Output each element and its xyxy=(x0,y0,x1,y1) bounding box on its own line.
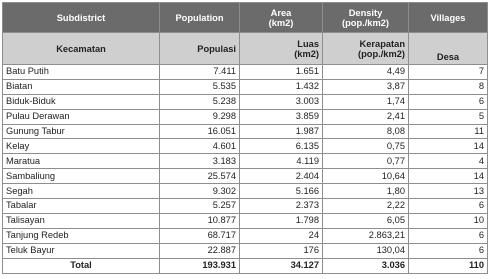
density-value: 4,49 xyxy=(323,65,409,80)
subdistrict-name: Tabalar xyxy=(3,199,160,214)
villages-value: 4 xyxy=(409,154,488,169)
english-header-row xyxy=(3,3,488,33)
area-value: 1.987 xyxy=(240,124,323,139)
area-value: 3.003 xyxy=(240,94,323,109)
header-desa: Desa xyxy=(409,33,488,65)
villages-value: 14 xyxy=(409,169,488,184)
subdistrict-name: Gunung Tabur xyxy=(3,124,160,139)
density-value: 1,80 xyxy=(323,184,409,199)
total-area: 34.127 xyxy=(240,258,323,273)
table-row xyxy=(3,184,488,199)
villages-value: 11 xyxy=(409,124,488,139)
population-value: 9.302 xyxy=(160,184,240,199)
villages-value: 6 xyxy=(409,228,488,243)
subdistrict-name: Talisayan xyxy=(3,213,160,228)
header-subdistrict: Subdistrict xyxy=(3,3,160,33)
density-value: 8,08 xyxy=(323,124,409,139)
header-luas: Luas (km2) xyxy=(240,33,323,65)
villages-value: 5 xyxy=(409,109,488,124)
header-population: Population xyxy=(160,3,240,33)
density-value: 130,04 xyxy=(323,243,409,258)
population-value: 3.183 xyxy=(160,154,240,169)
subdistrict-table xyxy=(2,2,488,274)
density-value: 6,05 xyxy=(323,213,409,228)
table-row xyxy=(3,228,488,243)
density-value: 1,74 xyxy=(323,94,409,109)
subdistrict-name: Biduk-Biduk xyxy=(3,94,160,109)
area-value: 24 xyxy=(240,228,323,243)
density-value: 3,87 xyxy=(323,79,409,94)
total-density: 3.036 xyxy=(323,258,409,273)
header-villages: Villages xyxy=(409,3,488,33)
indonesian-header-row xyxy=(3,33,488,65)
density-value: 0,75 xyxy=(323,139,409,154)
area-value: 3.859 xyxy=(240,109,323,124)
table-row xyxy=(3,124,488,139)
table-row xyxy=(3,154,488,169)
subdistrict-name: Batu Putih xyxy=(3,65,160,80)
table-row xyxy=(3,65,488,80)
area-value: 1.651 xyxy=(240,65,323,80)
population-value: 5.535 xyxy=(160,79,240,94)
density-value: 0,77 xyxy=(323,154,409,169)
subdistrict-table-container xyxy=(2,2,487,274)
villages-value: 8 xyxy=(409,79,488,94)
area-value: 2.404 xyxy=(240,169,323,184)
villages-value: 13 xyxy=(409,184,488,199)
villages-value: 10 xyxy=(409,213,488,228)
table-row xyxy=(3,199,488,214)
area-value: 1.798 xyxy=(240,213,323,228)
header-kerapatan: Kerapatan (pop./km2) xyxy=(323,33,409,65)
population-value: 5.238 xyxy=(160,94,240,109)
header-populasi: Populasi xyxy=(160,33,240,65)
table-body xyxy=(3,65,488,259)
area-value: 1.432 xyxy=(240,79,323,94)
subdistrict-name: Teluk Bayur xyxy=(3,243,160,258)
subdistrict-name: Sambaliung xyxy=(3,169,160,184)
population-value: 9.298 xyxy=(160,109,240,124)
villages-value: 7 xyxy=(409,65,488,80)
subdistrict-name: Maratua xyxy=(3,154,160,169)
density-value: 10,64 xyxy=(323,169,409,184)
area-value: 5.166 xyxy=(240,184,323,199)
area-value: 4.119 xyxy=(240,154,323,169)
density-value: 2,22 xyxy=(323,199,409,214)
subdistrict-name: Biatan xyxy=(3,79,160,94)
subdistrict-name: Kelay xyxy=(3,139,160,154)
table-row xyxy=(3,169,488,184)
area-value: 6.135 xyxy=(240,139,323,154)
subdistrict-name: Segah xyxy=(3,184,160,199)
population-value: 10.877 xyxy=(160,213,240,228)
density-value: 2,41 xyxy=(323,109,409,124)
population-value: 16.051 xyxy=(160,124,240,139)
area-value: 176 xyxy=(240,243,323,258)
table-row xyxy=(3,213,488,228)
villages-value: 6 xyxy=(409,199,488,214)
subdistrict-name: Pulau Derawan xyxy=(3,109,160,124)
area-value: 2.373 xyxy=(240,199,323,214)
table-row xyxy=(3,109,488,124)
population-value: 5.257 xyxy=(160,199,240,214)
header-density: Density (pop./km2) xyxy=(323,3,409,33)
population-value: 22.887 xyxy=(160,243,240,258)
population-value: 7.411 xyxy=(160,65,240,80)
villages-value: 14 xyxy=(409,139,488,154)
population-value: 25.574 xyxy=(160,169,240,184)
total-row xyxy=(3,258,488,273)
table-row xyxy=(3,243,488,258)
villages-value: 6 xyxy=(409,94,488,109)
header-area: Area (km2) xyxy=(240,3,323,33)
table-row xyxy=(3,79,488,94)
total-label: Total xyxy=(3,258,160,273)
subdistrict-name: Tanjung Redeb xyxy=(3,228,160,243)
population-value: 4.601 xyxy=(160,139,240,154)
table-row xyxy=(3,139,488,154)
density-value: 2.863,21 xyxy=(323,228,409,243)
total-villages: 110 xyxy=(409,258,488,273)
header-kecamatan: Kecamatan xyxy=(3,33,160,65)
total-population: 193.931 xyxy=(160,258,240,273)
villages-value: 6 xyxy=(409,243,488,258)
population-value: 68.717 xyxy=(160,228,240,243)
table-row xyxy=(3,94,488,109)
